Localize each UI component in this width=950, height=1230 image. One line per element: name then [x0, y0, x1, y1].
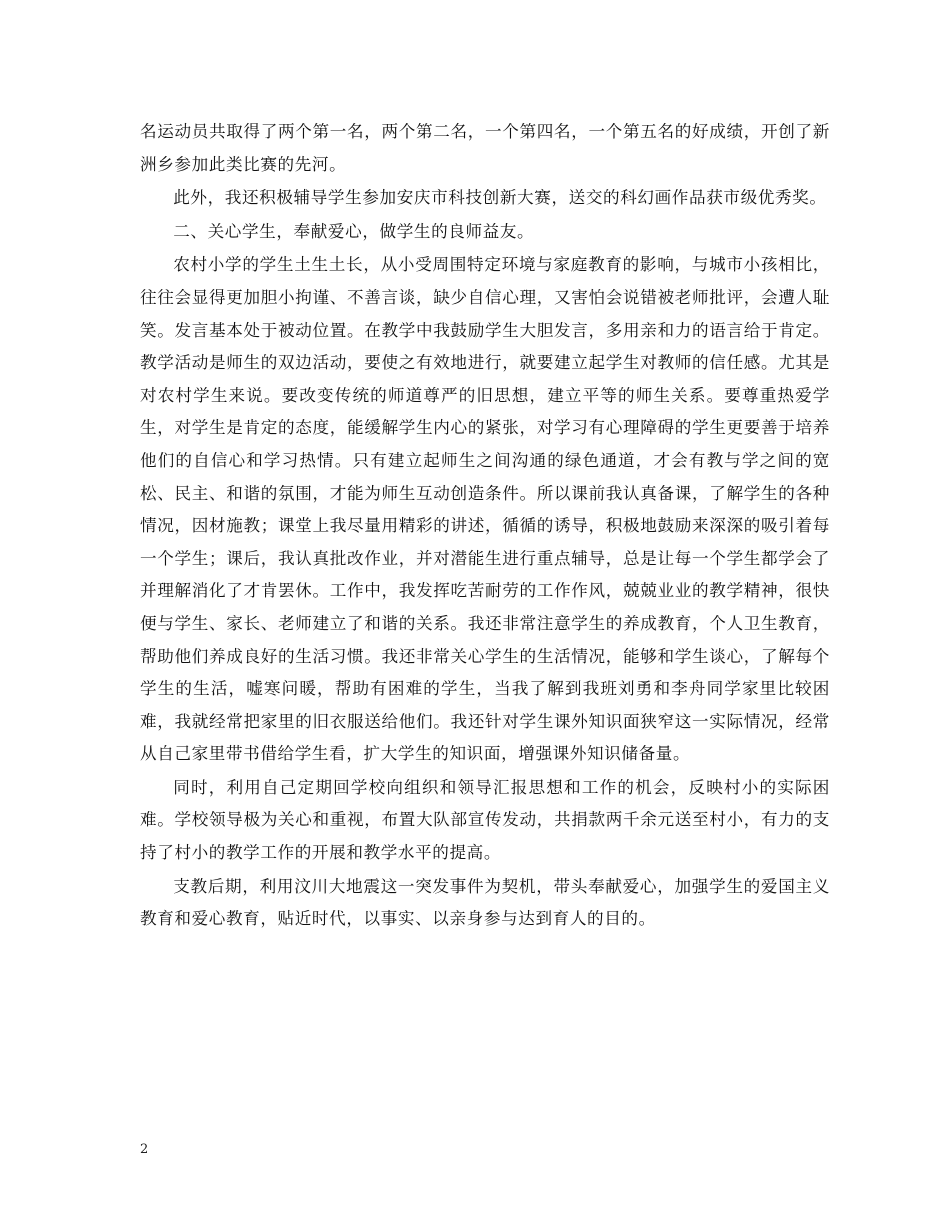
document-body: [140, 116, 830, 937]
paragraph-5: 支教后期，利用汶川大地震这一突发事件为契机，带头奉献爱心，加强学生的爱国主义教育和爱心教育，贴近时代，以事实、以亲身参与达到育人的目的。: [140, 876, 830, 929]
section-heading: 二、关心学生，奉献爱心，做学生的良师益友。: [173, 221, 535, 241]
page-number: 2: [140, 1142, 149, 1157]
paragraph-1: 名运动员共取得了两个第一名，两个第二名，一个第四名，一个第五名的好成绩，开创了新洲乡参加此类比赛的先河。: [140, 122, 830, 174]
paragraph-4: 同时，利用自己定期回学校向组织和领导汇报思想和工作的机会，反映村小的实际困难。学校领导极为关心和重视，布置大队部宣传发动，共捐款两千余元送至村小，有力的支持了村小的教学工作的开展和教学水平的提高。: [140, 777, 830, 863]
paragraph-2: 此外，我还积极辅导学生参加安庆市科技创新大赛，送交的科幻画作品获市级优秀奖。: [173, 188, 827, 208]
paragraph-3: 农村小学的学生土生土长，从小受周围特定环境与家庭教育的影响，与城市小孩相比，往往会显得更加胆小拘谨、不善言谈，缺少自信心理，又害怕会说错被老师批评，会遭人耻笑。发言基本处于被动位置。在教学中我鼓励学生大胆发言，多用亲和力的语言给于肯定。教学活动是师生的双边活动，要使之有效地进行，就要建立起学生对教师的信任感。尤其是对农村学生来说。要改变传统的师道尊严的旧思想，建立平等的师生关系。要尊重热爱学生，对学生是肯定的态度，能缓解学生内心的紧张，对学习有心理障碍的学生更要善于培养他们的自信心和学习热情。只有建立起师生之间沟通的绿色通道，才会有教与学之间的宽松、民主、和谐的氛围，才能为师生互动创造条件。所以课前我认真备课，了解学生的各种情况，因材施教；课堂上我尽量用精彩的讲述，循循的诱导，积极地鼓励来深深的吸引着每一个学生；课后，我认真批改作业，并对潜能生进行重点辅导，总是让每一个学生都学会了并理解消化了才肯罢休。工作中，我发挥吃苦耐劳的工作作风，兢兢业业的教学精神，很快便与学生、家长、老师建立了和谐的关系。我还非常注意学生的养成教育，个人卫生教育，帮助他们养成良好的生活习惯。我还非常关心学生的生活情况，能够和学生谈心，了解每个学生的生活，嘘寒问暖，帮助有困难的学生，当我了解到我班刘勇和李舟同学家里比较困难，我就经常把家里的旧衣服送给他们。我还针对学生课外知识面狭窄这一实际情况，经常从自己家里带书借给学生看，扩大学生的知识面，增强课外知识储备量。: [140, 255, 830, 764]
